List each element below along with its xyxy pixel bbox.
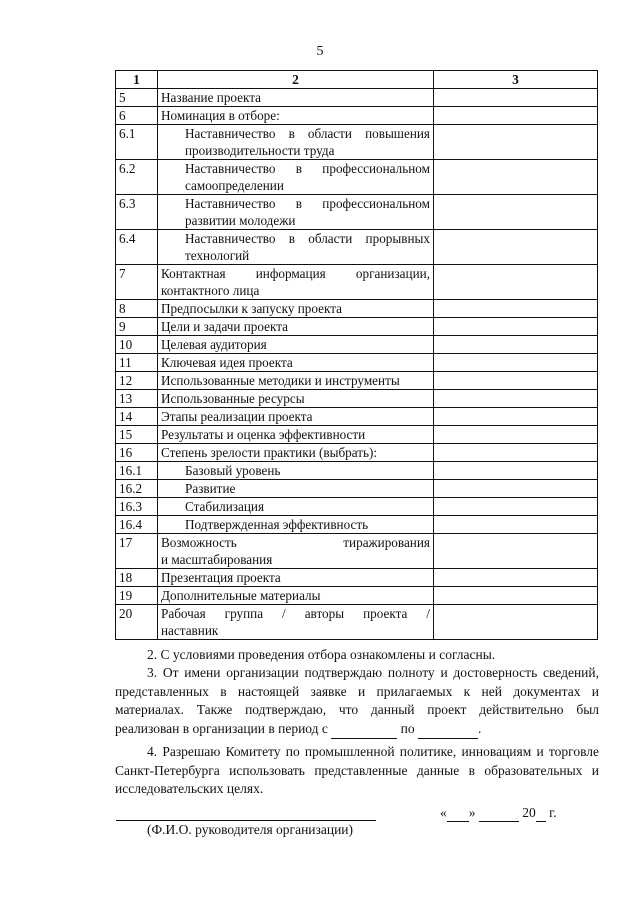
table-row: [116, 516, 598, 534]
table-row: [116, 265, 598, 300]
row-label-line: развитии молодежи: [185, 213, 296, 228]
signature-line[interactable]: [116, 819, 376, 821]
application-form-table: [115, 70, 598, 640]
table-row: [116, 372, 598, 390]
row-value-cell[interactable]: [434, 107, 598, 125]
paragraph-3-period-end: .: [478, 720, 482, 736]
row-number: 17: [116, 534, 158, 569]
row-number: 7: [116, 265, 158, 300]
table-row: [116, 587, 598, 605]
paragraph-2: 2. С условиями проведения отбора ознакомлены и согласны.: [147, 647, 496, 662]
row-number: 6.3: [116, 195, 158, 230]
row-label: Предпосылки к запуску проекта: [158, 300, 434, 318]
table-body: [116, 89, 598, 640]
column-header-1: 1: [116, 71, 158, 89]
date-line: « » 20 г.: [440, 805, 557, 820]
row-number: 11: [116, 354, 158, 372]
year-blank[interactable]: [536, 805, 546, 822]
paragraph-3: [115, 664, 599, 739]
row-label-line: контактного лица: [161, 283, 260, 298]
table-row: [116, 444, 598, 462]
row-label-line: Наставничество в области прорывных: [185, 231, 430, 246]
row-value-cell[interactable]: [434, 318, 598, 336]
row-value-cell[interactable]: [434, 444, 598, 462]
row-value-cell[interactable]: [434, 605, 598, 640]
row-number: 5: [116, 89, 158, 107]
row-number: 20: [116, 605, 158, 640]
row-value-cell[interactable]: [434, 426, 598, 444]
row-value-cell[interactable]: [434, 160, 598, 195]
row-label: Развитие: [158, 480, 434, 498]
row-number: 6.1: [116, 125, 158, 160]
table-row: [116, 300, 598, 318]
paragraph-4: 4. Разрешаю Комитету по промышленной политике, инновациям и торговле Санкт-Петербурга использовать представленные данные в образовательных и исследовательских целях.: [115, 744, 599, 796]
row-number: 16.2: [116, 480, 158, 498]
table-row: [116, 569, 598, 587]
table-row: [116, 336, 598, 354]
row-label-line: наставник: [161, 623, 219, 638]
row-label: Ключевая идея проекта: [158, 354, 434, 372]
table-row: [116, 107, 598, 125]
day-blank[interactable]: [447, 805, 469, 822]
period-end-blank[interactable]: [418, 720, 478, 740]
row-label: Номинация в отборе:: [158, 107, 434, 125]
table-row: [116, 89, 598, 107]
row-value-cell[interactable]: [434, 230, 598, 265]
table-row: [116, 230, 598, 265]
row-number: 9: [116, 318, 158, 336]
page-number: 5: [316, 44, 324, 59]
row-label: [158, 534, 434, 569]
row-number: 16: [116, 444, 158, 462]
column-header-3: 3: [434, 71, 598, 89]
row-number: 6: [116, 107, 158, 125]
row-label: Использованные методики и инструменты: [158, 372, 434, 390]
row-label-line: технологий: [185, 248, 250, 263]
row-label: Результаты и оценка эффективности: [158, 426, 434, 444]
row-number: 12: [116, 372, 158, 390]
row-label-line: и масштабирования: [161, 552, 273, 567]
row-label-line: Наставничество в области повышения: [185, 126, 430, 141]
row-label: Степень зрелости практики (выбрать):: [158, 444, 434, 462]
row-value-cell[interactable]: [434, 390, 598, 408]
row-value-cell[interactable]: [434, 195, 598, 230]
row-label: Цели и задачи проекта: [158, 318, 434, 336]
row-label-line: самоопределении: [185, 178, 284, 193]
row-label: [158, 605, 434, 640]
row-label: Использованные ресурсы: [158, 390, 434, 408]
row-label: [158, 195, 434, 230]
row-label: Стабилизация: [158, 498, 434, 516]
column-header-2: 2: [158, 71, 434, 89]
row-number: 6.4: [116, 230, 158, 265]
table-row: [116, 480, 598, 498]
table-row: [116, 125, 598, 160]
row-value-cell[interactable]: [434, 408, 598, 426]
table-row: [116, 354, 598, 372]
table-row: [116, 462, 598, 480]
row-number: 15: [116, 426, 158, 444]
row-value-cell[interactable]: [434, 569, 598, 587]
row-value-cell[interactable]: [434, 336, 598, 354]
row-value-cell[interactable]: [434, 265, 598, 300]
table-row: [116, 195, 598, 230]
row-number: 14: [116, 408, 158, 426]
row-value-cell[interactable]: [434, 125, 598, 160]
row-number: 16.4: [116, 516, 158, 534]
row-number: 16.1: [116, 462, 158, 480]
table-row: [116, 498, 598, 516]
row-value-cell[interactable]: [434, 300, 598, 318]
row-label: Подтвержденная эффективность: [158, 516, 434, 534]
table-row: [116, 160, 598, 195]
row-number: 13: [116, 390, 158, 408]
row-number: 18: [116, 569, 158, 587]
table-header-row: [116, 71, 598, 89]
paragraph-3-po: по: [400, 720, 415, 736]
table-row: [116, 426, 598, 444]
row-label-line: Возможность тиражирования: [161, 535, 430, 550]
signature-caption: (Ф.И.О. руководителя организации): [147, 822, 354, 837]
row-label: [158, 160, 434, 195]
row-label: Этапы реализации проекта: [158, 408, 434, 426]
row-number: 16.3: [116, 498, 158, 516]
row-label: [158, 125, 434, 160]
table-row: [116, 390, 598, 408]
row-label-line: Рабочая группа / авторы проекта /: [161, 606, 430, 621]
table-row: [116, 408, 598, 426]
row-number: 19: [116, 587, 158, 605]
row-value-cell[interactable]: [434, 480, 598, 498]
row-label: [158, 230, 434, 265]
paragraph-3-text: 3. От имени организации подтверждаю полноту и достоверность сведений, представленных в настоящей заявке и прилагаемых к ней документах и материалах. Также подтверждаю, что данный проект действительно был реализован в организации в период с: [115, 665, 599, 736]
row-label: [158, 265, 434, 300]
row-value-cell[interactable]: [434, 372, 598, 390]
row-label-line: Контактная информация организации,: [161, 266, 430, 281]
row-value-cell[interactable]: [434, 354, 598, 372]
row-label-line: Наставничество в профессиональном: [185, 196, 430, 211]
period-start-blank[interactable]: [331, 720, 397, 740]
table-row: [116, 605, 598, 640]
row-value-cell[interactable]: [434, 462, 598, 480]
row-label-line: Наставничество в профессиональном: [185, 161, 430, 176]
row-value-cell[interactable]: [434, 516, 598, 534]
row-label: Дополнительные материалы: [158, 587, 434, 605]
row-value-cell[interactable]: [434, 587, 598, 605]
table-row: [116, 534, 598, 569]
row-number: 8: [116, 300, 158, 318]
row-label: Название проекта: [158, 89, 434, 107]
row-label: Базовый уровень: [158, 462, 434, 480]
row-label: Презентация проекта: [158, 569, 434, 587]
row-value-cell[interactable]: [434, 498, 598, 516]
table-row: [116, 318, 598, 336]
row-value-cell[interactable]: [434, 534, 598, 569]
row-number: 10: [116, 336, 158, 354]
month-blank[interactable]: [479, 805, 519, 822]
row-value-cell[interactable]: [434, 89, 598, 107]
row-label: Целевая аудитория: [158, 336, 434, 354]
row-number: 6.2: [116, 160, 158, 195]
row-label-line: производительности труда: [185, 143, 335, 158]
